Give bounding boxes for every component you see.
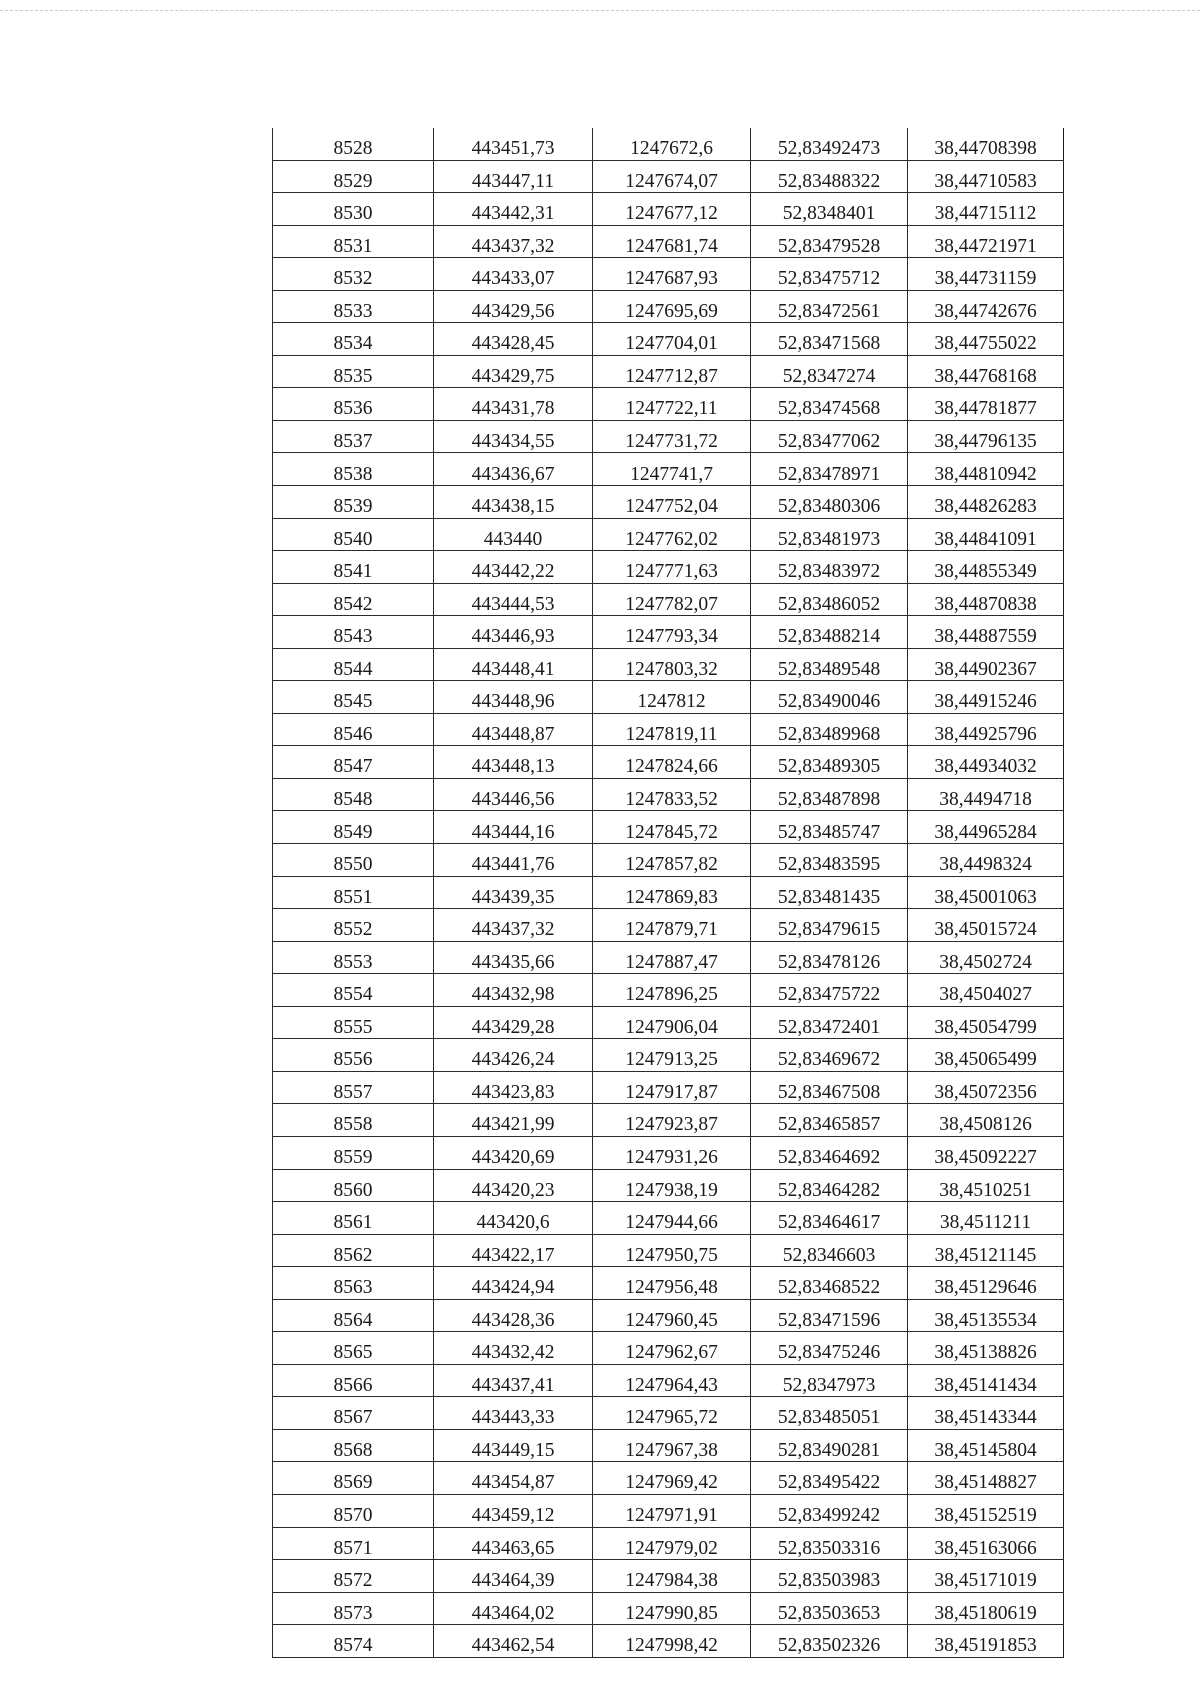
longitude-cell: 38,45135534 — [908, 1299, 1064, 1332]
x-coordinate-cell: 443464,02 — [434, 1592, 593, 1625]
point-number-cell: 8532 — [273, 258, 434, 291]
y-coordinate-cell: 1247967,38 — [593, 1429, 751, 1462]
table-row — [273, 1071, 1064, 1104]
table-row — [273, 1267, 1064, 1300]
coordinates-table-body — [273, 128, 1064, 1657]
latitude-cell: 52,83503653 — [751, 1592, 908, 1625]
latitude-cell: 52,83481435 — [751, 876, 908, 909]
table-row — [273, 746, 1064, 779]
longitude-cell: 38,44715112 — [908, 193, 1064, 226]
longitude-cell: 38,44768168 — [908, 355, 1064, 388]
point-number-cell: 8545 — [273, 681, 434, 714]
table-row — [273, 420, 1064, 453]
table-row — [273, 1136, 1064, 1169]
x-coordinate-cell: 443428,45 — [434, 323, 593, 356]
table-row — [273, 876, 1064, 909]
x-coordinate-cell: 443437,41 — [434, 1364, 593, 1397]
y-coordinate-cell: 1247879,71 — [593, 909, 751, 942]
point-number-cell: 8534 — [273, 323, 434, 356]
x-coordinate-cell: 443440 — [434, 518, 593, 551]
point-number-cell: 8570 — [273, 1494, 434, 1527]
latitude-cell: 52,83467508 — [751, 1071, 908, 1104]
longitude-cell: 38,45180619 — [908, 1592, 1064, 1625]
latitude-cell: 52,83471568 — [751, 323, 908, 356]
point-number-cell: 8541 — [273, 551, 434, 584]
table-row — [273, 648, 1064, 681]
latitude-cell: 52,8348401 — [751, 193, 908, 226]
table-row — [273, 1494, 1064, 1527]
x-coordinate-cell: 443447,11 — [434, 160, 593, 193]
x-coordinate-cell: 443426,24 — [434, 1039, 593, 1072]
table-row — [273, 551, 1064, 584]
point-number-cell: 8543 — [273, 616, 434, 649]
point-number-cell: 8567 — [273, 1397, 434, 1430]
x-coordinate-cell: 443444,53 — [434, 583, 593, 616]
latitude-cell: 52,83479615 — [751, 909, 908, 942]
point-number-cell: 8571 — [273, 1527, 434, 1560]
point-number-cell: 8562 — [273, 1234, 434, 1267]
x-coordinate-cell: 443435,66 — [434, 941, 593, 974]
y-coordinate-cell: 1247677,12 — [593, 193, 751, 226]
y-coordinate-cell: 1247752,04 — [593, 486, 751, 519]
point-number-cell: 8549 — [273, 811, 434, 844]
longitude-cell: 38,45129646 — [908, 1267, 1064, 1300]
x-coordinate-cell: 443439,35 — [434, 876, 593, 909]
longitude-cell: 38,44742676 — [908, 290, 1064, 323]
latitude-cell: 52,83488214 — [751, 616, 908, 649]
point-number-cell: 8547 — [273, 746, 434, 779]
latitude-cell: 52,83488322 — [751, 160, 908, 193]
longitude-cell: 38,4508126 — [908, 1104, 1064, 1137]
longitude-cell: 38,44902367 — [908, 648, 1064, 681]
latitude-cell: 52,83503316 — [751, 1527, 908, 1560]
longitude-cell: 38,4498324 — [908, 844, 1064, 877]
table-row — [273, 388, 1064, 421]
point-number-cell: 8561 — [273, 1202, 434, 1235]
x-coordinate-cell: 443423,83 — [434, 1071, 593, 1104]
latitude-cell: 52,83492473 — [751, 128, 908, 160]
x-coordinate-cell: 443437,32 — [434, 909, 593, 942]
y-coordinate-cell: 1247681,74 — [593, 225, 751, 258]
latitude-cell: 52,83483595 — [751, 844, 908, 877]
longitude-cell: 38,4502724 — [908, 941, 1064, 974]
point-number-cell: 8558 — [273, 1104, 434, 1137]
y-coordinate-cell: 1247979,02 — [593, 1527, 751, 1560]
latitude-cell: 52,83475722 — [751, 974, 908, 1007]
x-coordinate-cell: 443459,12 — [434, 1494, 593, 1527]
x-coordinate-cell: 443449,15 — [434, 1429, 593, 1462]
table-row — [273, 258, 1064, 291]
table-row — [273, 1332, 1064, 1365]
y-coordinate-cell: 1247917,87 — [593, 1071, 751, 1104]
latitude-cell: 52,8347274 — [751, 355, 908, 388]
point-number-cell: 8536 — [273, 388, 434, 421]
x-coordinate-cell: 443463,65 — [434, 1527, 593, 1560]
table-row — [273, 1625, 1064, 1658]
y-coordinate-cell: 1247672,6 — [593, 128, 751, 160]
x-coordinate-cell: 443442,22 — [434, 551, 593, 584]
point-number-cell: 8530 — [273, 193, 434, 226]
y-coordinate-cell: 1247824,66 — [593, 746, 751, 779]
point-number-cell: 8568 — [273, 1429, 434, 1462]
y-coordinate-cell: 1247857,82 — [593, 844, 751, 877]
longitude-cell: 38,45145804 — [908, 1429, 1064, 1462]
table-row — [273, 713, 1064, 746]
latitude-cell: 52,83464692 — [751, 1136, 908, 1169]
y-coordinate-cell: 1247938,19 — [593, 1169, 751, 1202]
longitude-cell: 38,44855349 — [908, 551, 1064, 584]
table-row — [273, 290, 1064, 323]
table-row — [273, 1560, 1064, 1593]
point-number-cell: 8565 — [273, 1332, 434, 1365]
x-coordinate-cell: 443448,13 — [434, 746, 593, 779]
table-row — [273, 1592, 1064, 1625]
table-row — [273, 453, 1064, 486]
x-coordinate-cell: 443448,96 — [434, 681, 593, 714]
x-coordinate-cell: 443442,31 — [434, 193, 593, 226]
point-number-cell: 8554 — [273, 974, 434, 1007]
x-coordinate-cell: 443421,99 — [434, 1104, 593, 1137]
latitude-cell: 52,83475712 — [751, 258, 908, 291]
point-number-cell: 8557 — [273, 1071, 434, 1104]
x-coordinate-cell: 443420,6 — [434, 1202, 593, 1235]
y-coordinate-cell: 1247906,04 — [593, 1006, 751, 1039]
point-number-cell: 8569 — [273, 1462, 434, 1495]
x-coordinate-cell: 443448,41 — [434, 648, 593, 681]
longitude-cell: 38,4504027 — [908, 974, 1064, 1007]
latitude-cell: 52,83495422 — [751, 1462, 908, 1495]
point-number-cell: 8573 — [273, 1592, 434, 1625]
latitude-cell: 52,83475246 — [751, 1332, 908, 1365]
y-coordinate-cell: 1247990,85 — [593, 1592, 751, 1625]
y-coordinate-cell: 1247998,42 — [593, 1625, 751, 1658]
y-coordinate-cell: 1247833,52 — [593, 778, 751, 811]
point-number-cell: 8550 — [273, 844, 434, 877]
x-coordinate-cell: 443422,17 — [434, 1234, 593, 1267]
latitude-cell: 52,83479528 — [751, 225, 908, 258]
x-coordinate-cell: 443429,28 — [434, 1006, 593, 1039]
y-coordinate-cell: 1247803,32 — [593, 648, 751, 681]
longitude-cell: 38,45054799 — [908, 1006, 1064, 1039]
point-number-cell: 8542 — [273, 583, 434, 616]
y-coordinate-cell: 1247971,91 — [593, 1494, 751, 1527]
y-coordinate-cell: 1247704,01 — [593, 323, 751, 356]
y-coordinate-cell: 1247695,69 — [593, 290, 751, 323]
point-number-cell: 8564 — [273, 1299, 434, 1332]
latitude-cell: 52,8347973 — [751, 1364, 908, 1397]
longitude-cell: 38,44755022 — [908, 323, 1064, 356]
x-coordinate-cell: 443446,93 — [434, 616, 593, 649]
table-row — [273, 1462, 1064, 1495]
x-coordinate-cell: 443436,67 — [434, 453, 593, 486]
longitude-cell: 38,45191853 — [908, 1625, 1064, 1658]
table-row — [273, 1104, 1064, 1137]
longitude-cell: 38,44915246 — [908, 681, 1064, 714]
y-coordinate-cell: 1247944,66 — [593, 1202, 751, 1235]
table-row — [273, 323, 1064, 356]
longitude-cell: 38,44781877 — [908, 388, 1064, 421]
latitude-cell: 52,83471596 — [751, 1299, 908, 1332]
latitude-cell: 52,83490046 — [751, 681, 908, 714]
x-coordinate-cell: 443443,33 — [434, 1397, 593, 1430]
x-coordinate-cell: 443433,07 — [434, 258, 593, 291]
point-number-cell: 8533 — [273, 290, 434, 323]
longitude-cell: 38,44934032 — [908, 746, 1064, 779]
y-coordinate-cell: 1247741,7 — [593, 453, 751, 486]
x-coordinate-cell: 443444,16 — [434, 811, 593, 844]
table-row — [273, 616, 1064, 649]
longitude-cell: 38,4510251 — [908, 1169, 1064, 1202]
y-coordinate-cell: 1247913,25 — [593, 1039, 751, 1072]
point-number-cell: 8563 — [273, 1267, 434, 1300]
table-row — [273, 518, 1064, 551]
table-row — [273, 1397, 1064, 1430]
latitude-cell: 52,83478971 — [751, 453, 908, 486]
longitude-cell: 38,45171019 — [908, 1560, 1064, 1593]
latitude-cell: 52,83464617 — [751, 1202, 908, 1235]
latitude-cell: 52,83486052 — [751, 583, 908, 616]
longitude-cell: 38,44870838 — [908, 583, 1064, 616]
x-coordinate-cell: 443451,73 — [434, 128, 593, 160]
table-row — [273, 909, 1064, 942]
y-coordinate-cell: 1247962,67 — [593, 1332, 751, 1365]
y-coordinate-cell: 1247960,45 — [593, 1299, 751, 1332]
latitude-cell: 52,83489548 — [751, 648, 908, 681]
longitude-cell: 38,44710583 — [908, 160, 1064, 193]
latitude-cell: 52,83468522 — [751, 1267, 908, 1300]
x-coordinate-cell: 443434,55 — [434, 420, 593, 453]
scan-top-edge — [0, 10, 1200, 11]
table-row — [273, 974, 1064, 1007]
point-number-cell: 8555 — [273, 1006, 434, 1039]
point-number-cell: 8537 — [273, 420, 434, 453]
longitude-cell: 38,4494718 — [908, 778, 1064, 811]
table-row — [273, 1429, 1064, 1462]
x-coordinate-cell: 443446,56 — [434, 778, 593, 811]
y-coordinate-cell: 1247965,72 — [593, 1397, 751, 1430]
table-row — [273, 225, 1064, 258]
latitude-cell: 52,83503983 — [751, 1560, 908, 1593]
latitude-cell: 52,83483972 — [751, 551, 908, 584]
y-coordinate-cell: 1247950,75 — [593, 1234, 751, 1267]
latitude-cell: 52,83487898 — [751, 778, 908, 811]
y-coordinate-cell: 1247923,87 — [593, 1104, 751, 1137]
table-row — [273, 1169, 1064, 1202]
table-row — [273, 583, 1064, 616]
longitude-cell: 38,4511211 — [908, 1202, 1064, 1235]
point-number-cell: 8572 — [273, 1560, 434, 1593]
y-coordinate-cell: 1247793,34 — [593, 616, 751, 649]
table-row — [273, 681, 1064, 714]
table-row — [273, 486, 1064, 519]
point-number-cell: 8528 — [273, 128, 434, 160]
longitude-cell: 38,44721971 — [908, 225, 1064, 258]
longitude-cell: 38,45072356 — [908, 1071, 1064, 1104]
x-coordinate-cell: 443424,94 — [434, 1267, 593, 1300]
x-coordinate-cell: 443432,98 — [434, 974, 593, 1007]
table-row — [273, 1234, 1064, 1267]
y-coordinate-cell: 1247731,72 — [593, 420, 751, 453]
x-coordinate-cell: 443448,87 — [434, 713, 593, 746]
table-row — [273, 1299, 1064, 1332]
y-coordinate-cell: 1247964,43 — [593, 1364, 751, 1397]
latitude-cell: 52,83472401 — [751, 1006, 908, 1039]
longitude-cell: 38,44810942 — [908, 453, 1064, 486]
longitude-cell: 38,45152519 — [908, 1494, 1064, 1527]
latitude-cell: 52,83489305 — [751, 746, 908, 779]
y-coordinate-cell: 1247771,63 — [593, 551, 751, 584]
latitude-cell: 52,83489968 — [751, 713, 908, 746]
x-coordinate-cell: 443464,39 — [434, 1560, 593, 1593]
point-number-cell: 8539 — [273, 486, 434, 519]
latitude-cell: 52,83464282 — [751, 1169, 908, 1202]
y-coordinate-cell: 1247869,83 — [593, 876, 751, 909]
longitude-cell: 38,44841091 — [908, 518, 1064, 551]
latitude-cell: 52,83469672 — [751, 1039, 908, 1072]
longitude-cell: 38,44708398 — [908, 128, 1064, 160]
latitude-cell: 52,83474568 — [751, 388, 908, 421]
latitude-cell: 52,83480306 — [751, 486, 908, 519]
y-coordinate-cell: 1247969,42 — [593, 1462, 751, 1495]
coordinates-table — [272, 128, 1064, 1658]
longitude-cell: 38,45143344 — [908, 1397, 1064, 1430]
y-coordinate-cell: 1247687,93 — [593, 258, 751, 291]
longitude-cell: 38,45001063 — [908, 876, 1064, 909]
table-row — [273, 128, 1064, 160]
latitude-cell: 52,83481973 — [751, 518, 908, 551]
y-coordinate-cell: 1247722,11 — [593, 388, 751, 421]
table-row — [273, 355, 1064, 388]
x-coordinate-cell: 443438,15 — [434, 486, 593, 519]
y-coordinate-cell: 1247712,87 — [593, 355, 751, 388]
point-number-cell: 8544 — [273, 648, 434, 681]
point-number-cell: 8546 — [273, 713, 434, 746]
longitude-cell: 38,45138826 — [908, 1332, 1064, 1365]
latitude-cell: 52,83502326 — [751, 1625, 908, 1658]
point-number-cell: 8531 — [273, 225, 434, 258]
y-coordinate-cell: 1247845,72 — [593, 811, 751, 844]
table-row — [273, 811, 1064, 844]
table-row — [273, 844, 1064, 877]
table-row — [273, 193, 1064, 226]
table-row — [273, 941, 1064, 974]
x-coordinate-cell: 443420,69 — [434, 1136, 593, 1169]
point-number-cell: 8540 — [273, 518, 434, 551]
x-coordinate-cell: 443429,56 — [434, 290, 593, 323]
y-coordinate-cell: 1247931,26 — [593, 1136, 751, 1169]
y-coordinate-cell: 1247762,02 — [593, 518, 751, 551]
point-number-cell: 8560 — [273, 1169, 434, 1202]
longitude-cell: 38,45092227 — [908, 1136, 1064, 1169]
longitude-cell: 38,45141434 — [908, 1364, 1064, 1397]
longitude-cell: 38,45015724 — [908, 909, 1064, 942]
y-coordinate-cell: 1247956,48 — [593, 1267, 751, 1300]
table-row — [273, 1006, 1064, 1039]
point-number-cell: 8566 — [273, 1364, 434, 1397]
table-row — [273, 160, 1064, 193]
point-number-cell: 8548 — [273, 778, 434, 811]
x-coordinate-cell: 443428,36 — [434, 1299, 593, 1332]
table-row — [273, 1039, 1064, 1072]
longitude-cell: 38,44887559 — [908, 616, 1064, 649]
y-coordinate-cell: 1247896,25 — [593, 974, 751, 1007]
latitude-cell: 52,83485051 — [751, 1397, 908, 1430]
y-coordinate-cell: 1247887,47 — [593, 941, 751, 974]
table-row — [273, 778, 1064, 811]
longitude-cell: 38,45065499 — [908, 1039, 1064, 1072]
y-coordinate-cell: 1247782,07 — [593, 583, 751, 616]
latitude-cell: 52,83499242 — [751, 1494, 908, 1527]
latitude-cell: 52,8346603 — [751, 1234, 908, 1267]
point-number-cell: 8574 — [273, 1625, 434, 1658]
point-number-cell: 8559 — [273, 1136, 434, 1169]
longitude-cell: 38,45121145 — [908, 1234, 1064, 1267]
y-coordinate-cell: 1247812 — [593, 681, 751, 714]
x-coordinate-cell: 443454,87 — [434, 1462, 593, 1495]
latitude-cell: 52,83485747 — [751, 811, 908, 844]
longitude-cell: 38,44826283 — [908, 486, 1064, 519]
longitude-cell: 38,44965284 — [908, 811, 1064, 844]
table-row — [273, 1202, 1064, 1235]
table-row — [273, 1527, 1064, 1560]
table-row — [273, 1364, 1064, 1397]
y-coordinate-cell: 1247674,07 — [593, 160, 751, 193]
latitude-cell: 52,83465857 — [751, 1104, 908, 1137]
x-coordinate-cell: 443420,23 — [434, 1169, 593, 1202]
point-number-cell: 8556 — [273, 1039, 434, 1072]
latitude-cell: 52,83490281 — [751, 1429, 908, 1462]
latitude-cell: 52,83478126 — [751, 941, 908, 974]
longitude-cell: 38,44796135 — [908, 420, 1064, 453]
point-number-cell: 8552 — [273, 909, 434, 942]
longitude-cell: 38,44731159 — [908, 258, 1064, 291]
x-coordinate-cell: 443441,76 — [434, 844, 593, 877]
point-number-cell: 8538 — [273, 453, 434, 486]
latitude-cell: 52,83472561 — [751, 290, 908, 323]
x-coordinate-cell: 443431,78 — [434, 388, 593, 421]
latitude-cell: 52,83477062 — [751, 420, 908, 453]
y-coordinate-cell: 1247819,11 — [593, 713, 751, 746]
x-coordinate-cell: 443432,42 — [434, 1332, 593, 1365]
point-number-cell: 8551 — [273, 876, 434, 909]
x-coordinate-cell: 443429,75 — [434, 355, 593, 388]
longitude-cell: 38,44925796 — [908, 713, 1064, 746]
longitude-cell: 38,45163066 — [908, 1527, 1064, 1560]
point-number-cell: 8553 — [273, 941, 434, 974]
longitude-cell: 38,45148827 — [908, 1462, 1064, 1495]
point-number-cell: 8529 — [273, 160, 434, 193]
point-number-cell: 8535 — [273, 355, 434, 388]
x-coordinate-cell: 443437,32 — [434, 225, 593, 258]
x-coordinate-cell: 443462,54 — [434, 1625, 593, 1658]
y-coordinate-cell: 1247984,38 — [593, 1560, 751, 1593]
